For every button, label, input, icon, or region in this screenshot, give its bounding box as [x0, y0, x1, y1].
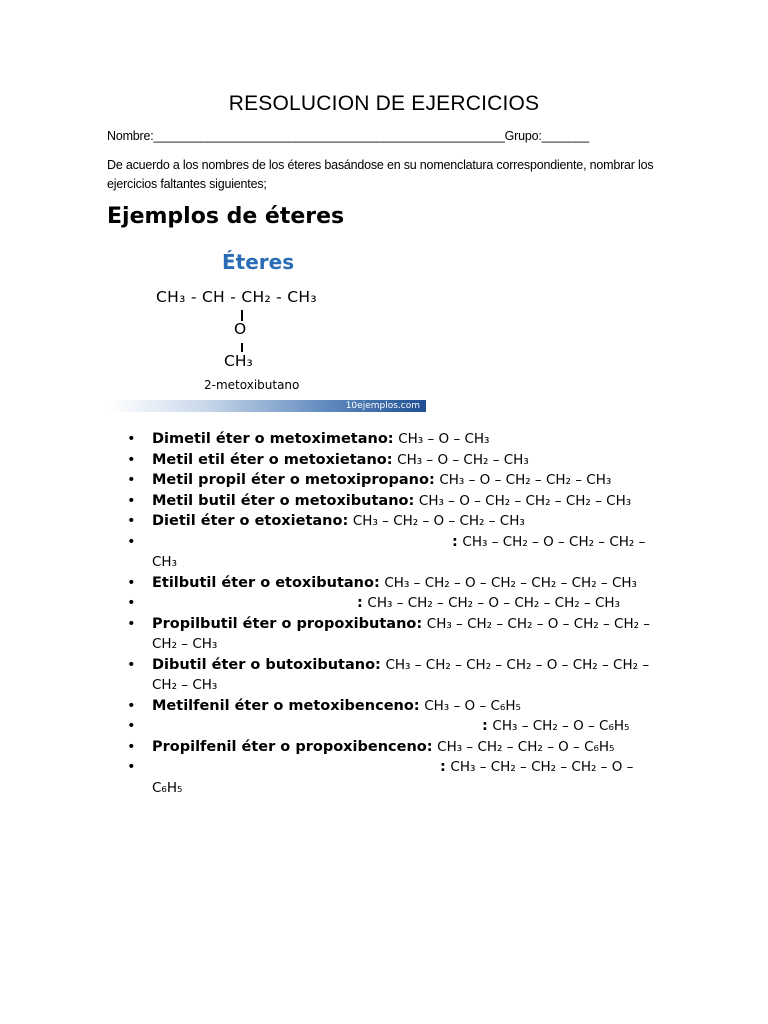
ether-formula: CH₃ – CH₂ – CH₂ – O – CH₂ – CH₂ – CH₂ – CH₃ — [152, 615, 651, 652]
ether-name: Metil butil éter o metoxibutano: — [152, 492, 415, 509]
list-item — [127, 429, 663, 450]
bullet-icon: • — [127, 451, 136, 468]
bullet-icon: • — [127, 472, 136, 488]
ether-formula: CH₃ – CH₂ – CH₂ – CH₂ – O – C₆H₅ — [152, 759, 634, 796]
figure-branch: CH₃ — [224, 352, 253, 370]
list-item — [127, 511, 663, 532]
list-item — [127, 696, 663, 717]
ether-formula: CH₃ – O – C₆H₅ — [424, 697, 521, 714]
ether-formula: CH₃ – O – CH₃ — [398, 431, 490, 447]
section-heading: Ejemplos de éteres — [107, 204, 345, 229]
bullet-icon: • — [127, 738, 136, 755]
ether-formula: CH₃ – CH₂ – O – CH₂ – CH₂ – CH₃ — [152, 533, 646, 570]
page-title: RESOLUCION DE EJERCICIOS — [228, 92, 540, 115]
list-item — [127, 573, 663, 594]
ether-formula: CH₃ – CH₂ – O – CH₂ – CH₃ — [352, 513, 525, 529]
ether-name: Propilbutil éter o propoxibutano: — [152, 615, 423, 632]
ether-list — [127, 429, 663, 798]
name-label: Nombre: — [107, 129, 154, 143]
bullet-icon: • — [127, 759, 136, 775]
list-item-blank — [127, 757, 663, 798]
ether-formula: CH₃ – CH₂ – CH₂ – CH₂ – O – CH₂ – CH₂ – CH₂ – CH₃ — [152, 656, 650, 693]
bullet-icon: • — [127, 595, 136, 611]
bullet-icon: • — [127, 656, 136, 673]
bullet-icon: • — [127, 574, 136, 591]
ether-name-blank: : — [452, 533, 458, 550]
ether-formula: CH₃ – CH₂ – CH₂ – O – CH₂ – CH₂ – CH₃ — [367, 595, 620, 611]
bullet-icon: • — [127, 615, 136, 632]
group-blank: _______ — [541, 129, 589, 143]
bullet-icon: • — [127, 718, 136, 734]
name-group-line — [107, 129, 589, 143]
ether-name: Etilbutil éter o etoxibutano: — [152, 574, 380, 591]
figure-title: Éteres — [222, 250, 295, 274]
ether-name: Dibutil éter o butoxibutano: — [152, 656, 381, 673]
ether-name: Metil etil éter o metoxietano: — [152, 451, 393, 468]
bullet-icon: • — [127, 492, 136, 509]
figure-main-chain: CH₃ - CH - CH₂ - CH₃ — [156, 288, 317, 306]
instructions-paragraph: De acuerdo a los nombres de los éteres basándose en su nomenclatura correspondiente, nombrar los ejercicios faltantes siguientes; — [107, 158, 654, 191]
ether-name-blank: : — [440, 759, 446, 775]
ether-formula: CH₃ – CH₂ – CH₂ – O – C₆H₅ — [437, 738, 615, 755]
bullet-icon: • — [127, 697, 136, 714]
bullet-icon: • — [127, 431, 136, 447]
ether-name-blank: : — [482, 718, 488, 734]
group-label: Grupo: — [504, 129, 542, 143]
bullet-icon: • — [127, 533, 136, 550]
figure-caption: 2-metoxibutano — [204, 378, 300, 392]
list-item-blank — [127, 716, 663, 737]
figure-oxygen: O — [234, 320, 247, 338]
list-item — [127, 491, 663, 512]
ether-formula: CH₃ – O – CH₂ – CH₂ – CH₃ — [439, 472, 612, 488]
ether-example-figure — [110, 248, 426, 416]
list-item — [127, 737, 663, 758]
bullet-icon: • — [127, 513, 136, 529]
ether-name: Propilfenil éter o propoxibenceno: — [152, 738, 433, 755]
ether-name: Metil propil éter o metoxipropano: — [152, 472, 435, 488]
ether-name-blank: : — [357, 595, 363, 611]
name-blank: ____________________________________________________ — [153, 129, 505, 143]
ether-name: Metilfenil éter o metoxibenceno: — [152, 697, 420, 714]
list-item — [127, 655, 663, 696]
list-item — [127, 614, 663, 655]
list-item-blank — [127, 532, 663, 573]
ether-formula: CH₃ – O – CH₂ – CH₃ — [397, 451, 529, 468]
ether-formula: CH₃ – CH₂ – O – CH₂ – CH₂ – CH₂ – CH₃ — [384, 574, 637, 591]
ether-formula: CH₃ – CH₂ – O – C₆H₅ — [492, 718, 630, 734]
list-item — [127, 450, 663, 471]
figure-bond-bottom — [241, 343, 243, 352]
ether-formula: CH₃ – O – CH₂ – CH₂ – CH₂ – CH₃ — [418, 492, 632, 509]
figure-brand-logo: 10ejemplos.com — [345, 401, 420, 411]
ether-name: Dietil éter o etoxietano: — [152, 513, 349, 529]
list-item-blank — [127, 593, 663, 614]
ether-name: Dimetil éter o metoximetano: — [152, 431, 394, 447]
list-item — [127, 470, 663, 491]
